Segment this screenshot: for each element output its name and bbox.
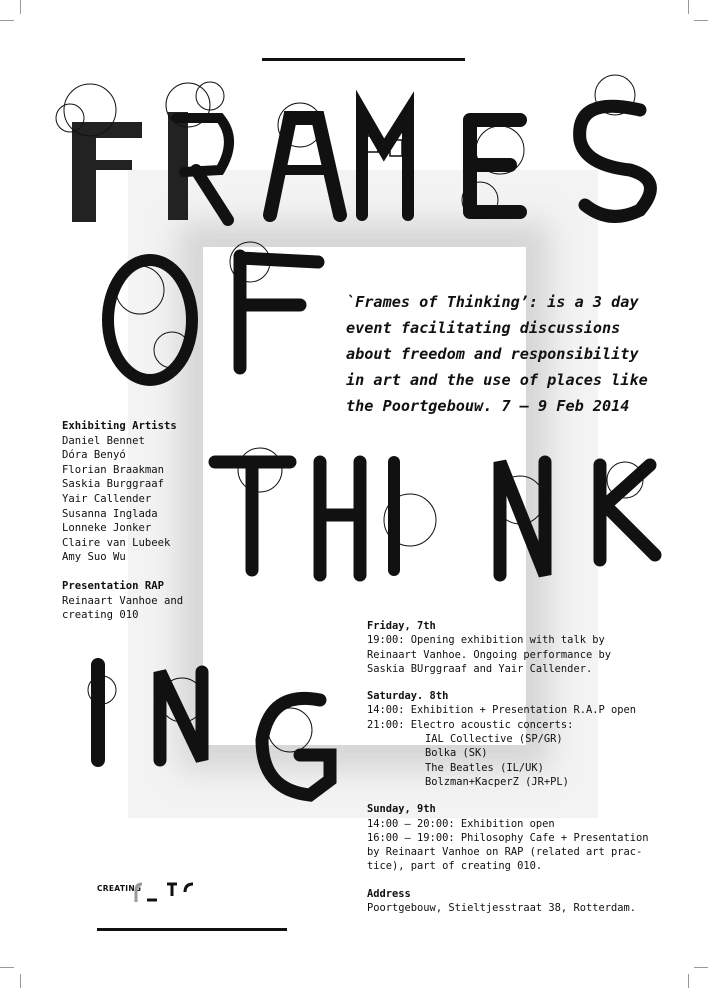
- intro-line: about freedom and responsibility: [346, 345, 639, 363]
- artist-name: Susanna Inglada: [62, 507, 158, 520]
- concert-act: Bolzman+KacperZ (JR+PL): [425, 775, 569, 788]
- letter-g-art: [262, 698, 330, 795]
- address-heading: Address: [367, 887, 411, 900]
- schedule-line: by Reinaart Vanhoe on RAP (related art prac-: [367, 846, 643, 859]
- letter-i-art: [384, 462, 436, 570]
- letter-ing-n-art: [160, 672, 204, 760]
- letter-t-art: [215, 448, 290, 570]
- schedule-line: 14:00 – 20:00: Exhibition open: [367, 817, 555, 830]
- intro-statement: [346, 289, 666, 419]
- letter-e-art: [462, 120, 524, 218]
- schedule-line: 21:00: Electro acoustic concerts:: [367, 718, 574, 731]
- intro-line: `Frames of Thinking’: is a 3 day: [346, 293, 639, 311]
- artists-heading: Exhibiting Artists: [62, 420, 177, 432]
- concert-act: The Beatles (IL/UK): [425, 761, 544, 774]
- artist-name: Claire van Lubeek: [62, 536, 171, 549]
- artist-name: Florian Braakman: [62, 463, 165, 476]
- presentation-line: creating 010: [62, 609, 139, 622]
- artist-name: Amy Suo Wu: [62, 551, 126, 564]
- address-line: Poortgebouw, Stieltjesstraat 38, Rotterdam.: [367, 902, 636, 915]
- intro-line: the Poortgebouw. 7 – 9 Feb 2014: [346, 397, 630, 415]
- artist-name: Yair Callender: [62, 492, 152, 505]
- presentation-line: Reinaart Vanhoe and: [62, 594, 184, 607]
- letter-ing-i-art: [88, 665, 116, 760]
- logo-mark-icon: [133, 880, 203, 906]
- sunday-heading: Sunday, 9th: [367, 803, 436, 816]
- artist-name: Lonneke Jonker: [62, 522, 152, 535]
- letter-k-art: [600, 462, 655, 560]
- artist-name: Daniel Bennet: [62, 434, 145, 447]
- letter-n-art: [496, 462, 545, 575]
- saturday-heading: Saturday. 8th: [367, 690, 449, 703]
- letter-h-art: [320, 462, 360, 575]
- schedule-section: [367, 619, 687, 915]
- artists-section: [62, 419, 183, 623]
- concert-act: IAL Collective (SP/GR): [425, 733, 563, 746]
- concert-act: Bolka (SK): [425, 747, 488, 760]
- presentation-heading: Presentation RAP: [62, 579, 165, 592]
- letter-r-art: [166, 82, 229, 220]
- letter-o-art: [108, 260, 192, 380]
- artist-name: Dóra Benyó: [62, 449, 126, 462]
- schedule-line: 19:00: Opening exhibition with talk by: [367, 634, 605, 647]
- intro-line: in art and the use of places like: [346, 371, 648, 389]
- schedule-line: Reinaart Vanhoe. Ongoing performance by: [367, 648, 611, 661]
- schedule-line: 14:00: Exhibition + Presentation R.A.P open: [367, 704, 636, 717]
- letter-m-art: [362, 112, 408, 215]
- schedule-line: Saskia BUrggraaf and Yair Callender.: [367, 662, 593, 675]
- schedule-line: 16:00 – 19:00: Philosophy Cafe + Presentation: [367, 831, 649, 844]
- letter-a-art: [270, 103, 340, 215]
- intro-line: event facilitating discussions: [346, 319, 621, 337]
- artist-name: Saskia Burggraaf: [62, 478, 165, 491]
- friday-heading: Friday, 7th: [367, 620, 436, 632]
- schedule-line: tice), part of creating 010.: [367, 860, 543, 873]
- logo-text: CREATING: [97, 884, 142, 893]
- letter-of-f-art: [230, 242, 318, 368]
- letter-s-art: [580, 75, 651, 216]
- letter-f-art: [56, 84, 142, 222]
